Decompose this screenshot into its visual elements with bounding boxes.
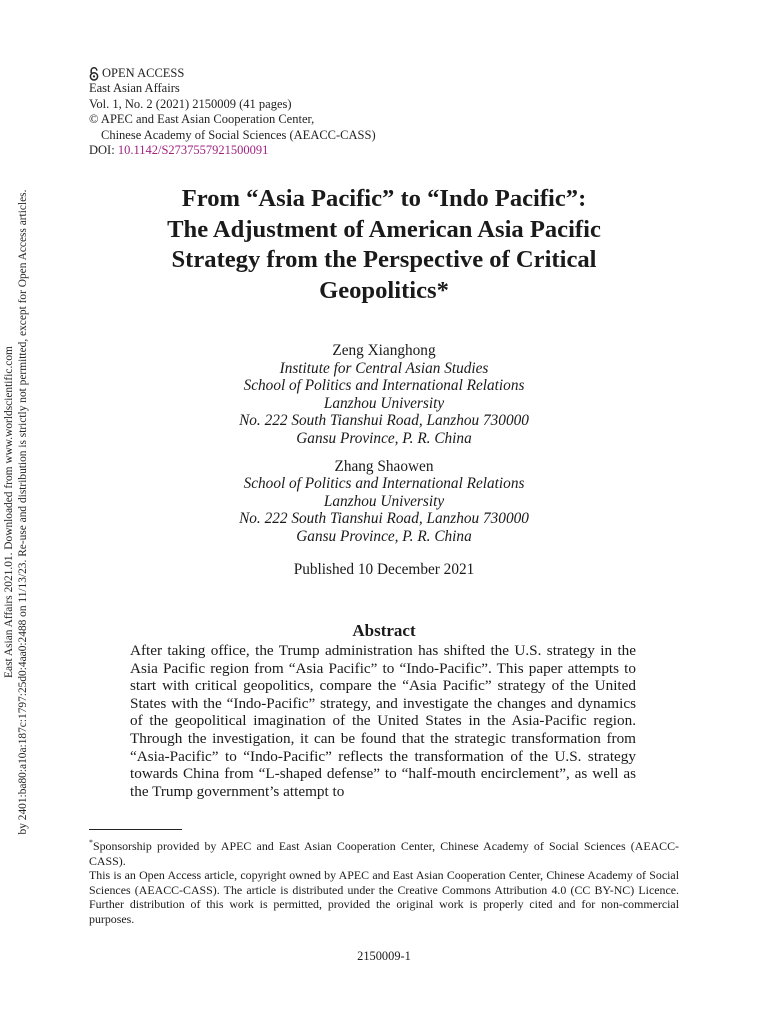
doi-link[interactable]: 10.1142/S2737557921500091 [117, 143, 269, 158]
volume-info: Vol. 1, No. 2 (2021) 2150009 (41 pages) [89, 96, 292, 111]
license-footnote: This is an Open Access article, copyright owned by APEC and East Asian Cooperation Center, Chinese Academy of Social Sciences (AEACC-CASS). The article is distributed under the Creative Commons Attribution 4.0 (CC BY-NC) Licence. Further distribution of this work is permitted, provided the original work is properly cited and for non-commercial purposes. [89, 868, 679, 926]
affiliation-line: Lanzhou University [323, 492, 445, 510]
published-date: Published 10 December 2021 [293, 560, 475, 578]
abstract-heading: Abstract [352, 621, 416, 640]
sponsorship-text: Sponsorship provided by APEC and East Asian Cooperation Center, Chinese Academy of Social Sciences (AEACC-CASS). [89, 838, 679, 868]
title-line-3: Strategy from the Perspective of Critical [171, 246, 597, 274]
footnote-divider [89, 829, 182, 830]
download-notice-line-2: by 2401:ba80:a10a:187c:1797:25d0:4aa0:2488 on 11/13/23. Re-use and distribution is strictly not permitted, except for Open Access articles. [17, 189, 29, 835]
affiliation-line: School of Politics and International Relations [243, 475, 525, 493]
affiliation-line: Lanzhou University [323, 394, 445, 412]
copyright-line-1: © APEC and East Asian Cooperation Center, [89, 112, 315, 127]
doi-line [89, 143, 376, 158]
affiliation-line: No. 222 South Tianshui Road, Lanzhou 730000 [239, 412, 529, 430]
affiliation-line: Institute for Central Asian Studies [279, 359, 489, 377]
affiliation-line: Gansu Province, P. R. China [296, 527, 472, 545]
doi-label: DOI: [89, 143, 115, 158]
affiliation-line: School of Politics and International Relations [243, 377, 525, 395]
title-line-2: The Adjustment of American Asia Pacific [167, 215, 601, 243]
title-line-1: From “Asia Pacific” to “Indo Pacific”: [181, 185, 587, 212]
affiliation-line: Gansu Province, P. R. China [296, 429, 472, 447]
copyright-line-2: Chinese Academy of Social Sciences (AEACC-CASS) [101, 127, 376, 142]
abstract-text: After taking office, the Trump administration has shifted the U.S. strategy in the Asia Pacific region from “Asia Pacific” to “Indo-Pacific”. This paper attempts to start with critical geopolitics, compare the “Asia Pacific” strategy of the United States with the “Indo-Pacific” strategy, and investigate the changes and dynamics of the geopolitical imagination of the United States in the Asia-Pacific region. Through the investigation, it can be found that the strategic transformation from “Asia-Pacific” to “Indo-Pacific” reflects the transformation of the U.S. strategy towards China from “L-shaped defense” to “half-mouth encirclement”, as well as the Trump government’s attempt to [130, 642, 636, 800]
author-name: Zhang Shaowen [334, 457, 434, 475]
article-header [89, 66, 376, 158]
open-access-text: OPEN ACCESS [102, 66, 185, 80]
download-notice-line-1: East Asian Affairs 2021.01. Downloaded from www.worldscientific.com [3, 346, 15, 678]
open-access-lock-icon [89, 67, 99, 81]
author-name: Zeng Xianghong [332, 342, 436, 359]
author-block [90, 342, 678, 578]
page-number: 2150009-1 [357, 949, 411, 963]
footnotes [89, 836, 679, 927]
footnote-marker: * [89, 838, 93, 847]
affiliation-line: No. 222 South Tianshui Road, Lanzhou 730000 [239, 510, 529, 528]
article-title [90, 184, 678, 306]
open-access-label [89, 66, 376, 81]
download-notice [2, 12, 30, 1012]
title-line-4: Geopolitics* [319, 276, 449, 304]
sponsorship-footnote [89, 836, 679, 868]
journal-name: East Asian Affairs [89, 81, 180, 96]
